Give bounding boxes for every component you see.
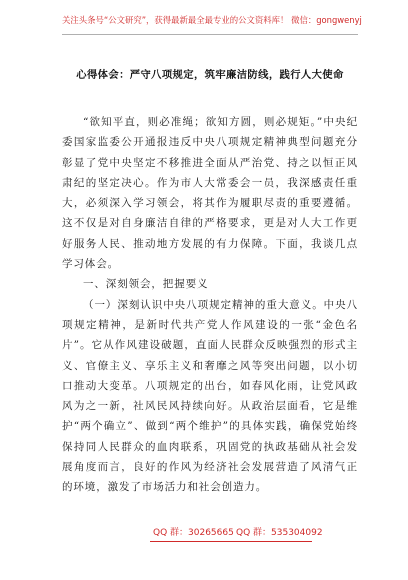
section-paragraph: （一）深刻认识中央八项规定精神的重大意义。中央八项规定精神，是新时代共产党人作风建设的一张“金色名片”。它从作风建设破题，直面人民群众反映强烈的形式主义、官僚主义、享乐主义和奢靡之风等突出问题，以小切口推动大变革。八项规定的出台，如春风化雨，让党风政风为之一新，社风民风持续向好。从政治层面看，它是维护“两个确立”、做到“两个维护”的具体实践，确保党始终保持同人民群众的血肉联系，巩固党的执政基础从社会发展角度而言，良好的作风为经济社会发展营造了风清气正的环境，激发了市场活力和社会创造力。 bbox=[62, 298, 358, 494]
footer-qq-group-1: QQ 群：30265665 bbox=[153, 528, 234, 538]
header-divider bbox=[62, 34, 358, 35]
footer-underline bbox=[150, 541, 312, 542]
document-body bbox=[62, 112, 358, 498]
intro-paragraph: “欲知平直，则必准绳；欲知方圆，则必规矩。”中央纪委国家监委公开通报违反中央八项规定精神典型问题充分彰显了党中央坚定不移推进全面从严治党、持之以恒正风肃纪的坚定决心。作为市人大常委会一员，我深感责任重大，必须深入学习领会，将其作为履职尽责的重要遵循。这不仅是对自身廉洁自律的严格要求，更是对人大工作更好服务人民、推动地方发展的有力保障。下面，我谈几点学习体会。 bbox=[62, 116, 358, 271]
footer bbox=[0, 526, 408, 540]
section-heading: 一、深刻领会，把握要义 bbox=[83, 278, 209, 291]
footer-qq-group-2: QQ 群：535304092 bbox=[236, 528, 323, 538]
header-banner: 关注头条号“公文研究”，获得最新最全最专业的公文资料库！ 微信：gongwenyj bbox=[62, 15, 362, 25]
document-title: 心得体会：严守八项规定，筑牢廉洁防线，践行人大使命 bbox=[76, 69, 344, 81]
